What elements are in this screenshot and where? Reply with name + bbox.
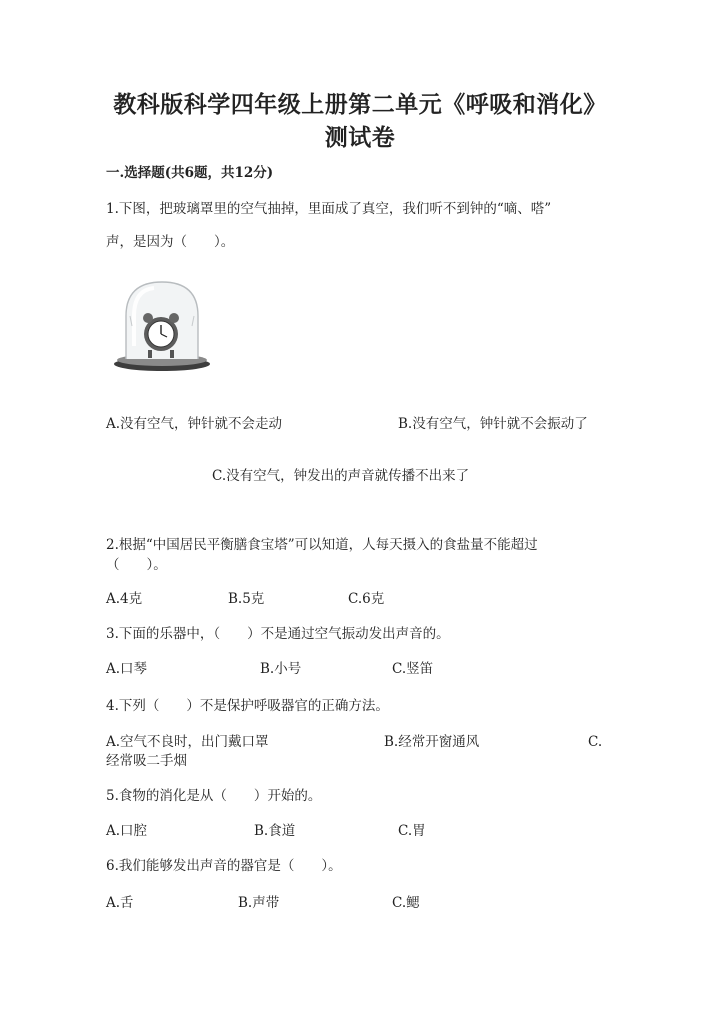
question-3-option-b: B.小号 — [260, 661, 302, 677]
question-3-stem: 3.下面的乐器中，（ ）不是通过空气振动发出声音的。 — [106, 626, 450, 642]
question-4-option-c-label: C. — [588, 734, 603, 750]
section-heading: 一.选择题(共6题，共12分) — [106, 165, 274, 181]
question-5-option-c: C.胃 — [398, 823, 426, 839]
question-1-option-c: C.没有空气，钟发出的声音就传播不出来了 — [212, 468, 470, 484]
question-5-option-b: B.食道 — [254, 823, 296, 839]
question-4-stem: 4.下列（ ）不是保护呼吸器官的正确方法。 — [106, 698, 389, 714]
question-2-stem-line-2: （ ）。 — [106, 557, 167, 573]
question-3-option-c: C.竖笛 — [392, 661, 434, 677]
question-6-option-b: B.声带 — [238, 895, 280, 911]
question-4-option-c-text: 经常吸二手烟 — [106, 753, 187, 769]
question-6-option-a: A.舌 — [106, 895, 134, 911]
question-5-option-a: A.口腔 — [106, 823, 148, 839]
question-4-option-a: A.空气不良时，出门戴口罩 — [106, 734, 269, 750]
question-6-option-c: C.鳃 — [392, 895, 420, 911]
question-1-stem-line-1: 1.下图，把玻璃罩里的空气抽掉，里面成了真空，我们听不到钟的“嘀、嗒” — [106, 201, 552, 217]
question-1-option-b: B.没有空气，钟针就不会振动了 — [398, 416, 588, 432]
question-2-stem-line-1: 2.根据“中国居民平衡膳食宝塔”可以知道，人每天摄入的食盐量不能超过 — [106, 537, 538, 553]
question-2-option-b: B.5克 — [228, 591, 265, 607]
question-6-stem: 6.我们能够发出声音的器官是（ ）。 — [106, 858, 342, 874]
question-2-option-c: C.6克 — [348, 591, 385, 607]
question-1-option-a: A.没有空气，钟针就不会走动 — [106, 416, 283, 432]
question-2-option-a: A.4克 — [106, 591, 143, 607]
question-3-option-a: A.口琴 — [106, 661, 148, 677]
question-4-option-b: B.经常开窗通风 — [384, 734, 480, 750]
bell-jar-clock-icon — [104, 276, 214, 372]
question-5-stem: 5.食物的消化是从（ ）开始的。 — [106, 788, 322, 804]
question-1-stem-line-2: 声，是因为（ ）。 — [106, 234, 235, 250]
page-title: 教科版科学四年级上册第二单元《呼吸和消化》测试卷 — [113, 91, 607, 151]
